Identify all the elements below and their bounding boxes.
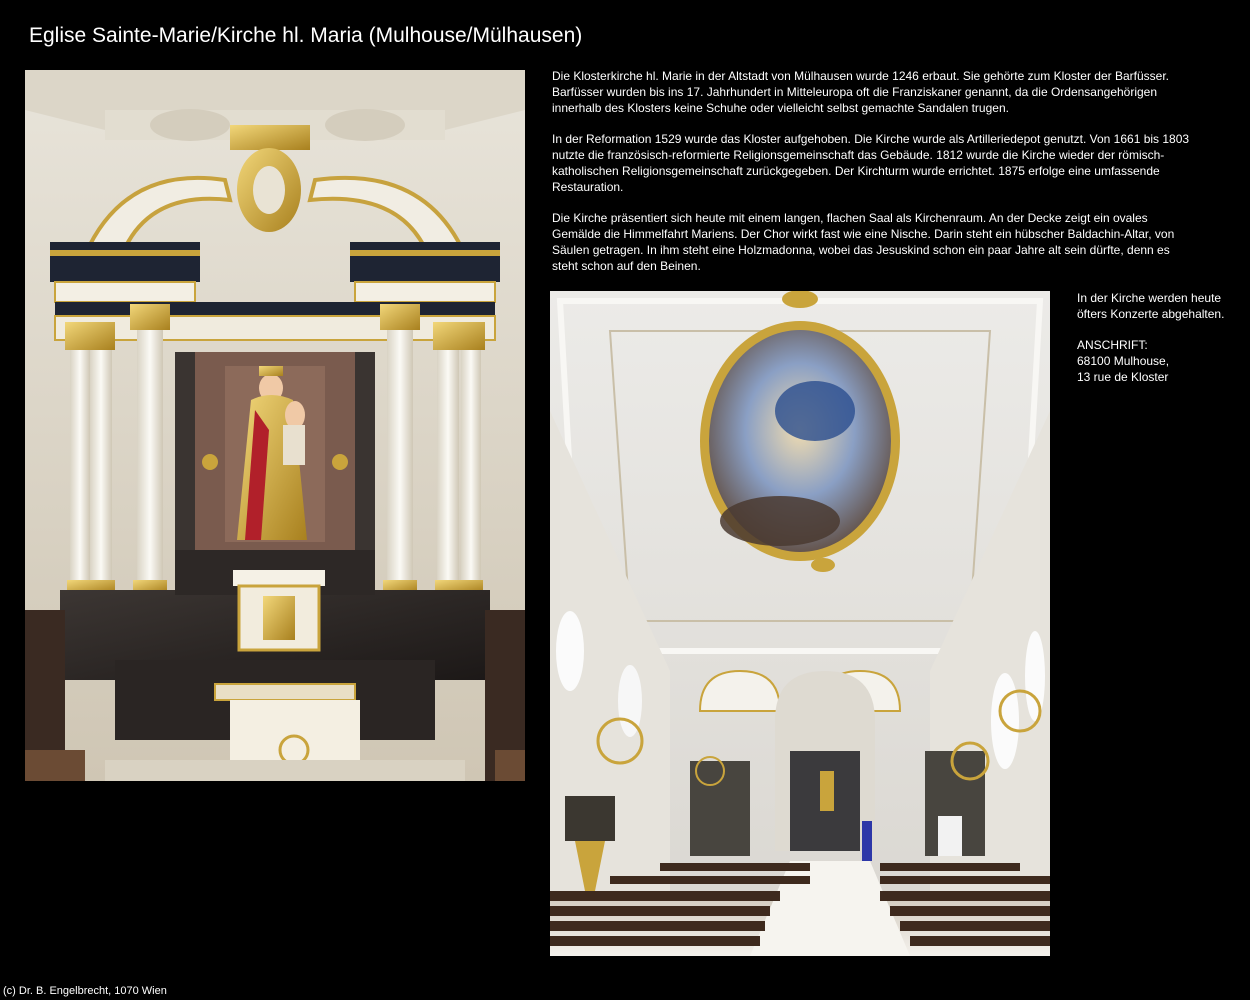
nave-photo xyxy=(550,291,1050,956)
page-title: Eglise Sainte-Marie/Kirche hl. Maria (Mulhouse/Mülhausen) xyxy=(29,24,583,47)
copyright-footer: (c) Dr. B. Engelbrecht, 1070 Wien xyxy=(3,985,167,997)
concert-note: In der Kirche werden heute öfters Konzerte abgehalten. xyxy=(1077,291,1225,321)
address-label: ANSCHRIFT: xyxy=(1077,338,1148,353)
address-line-postal: 68100 Mulhouse, xyxy=(1077,354,1170,369)
paragraph-interior: Die Kirche präsentiert sich heute mit einem langen, flachen Saal als Kirchenraum. An der Decke zeigt ein ovales Gemälde die Himmelfahrt Mariens. Der Chor wirkt fast wie eine Nische. Darin steht ein hübscher Baldachin-Altar, von Säulen getragen. In ihm steht eine Holzmadonna, wobei das Jesuskind schon ein paar Jahre alt sein dürfte, denn es steht schon auf den Beinen. xyxy=(552,211,1175,273)
address-line-street: 13 rue de Kloster xyxy=(1077,369,1169,384)
altar-photo xyxy=(25,70,525,781)
paragraph-reformation: In der Reformation 1529 wurde das Kloster aufgehoben. Die Kirche wurde als Artilleriedepot genutzt. Von 1661 bis 1803 nutzte die französisch-reformierte Religionsgemeinschaft das Gebäude. 1812 wurde die Kirche wieder der römisch-katholischen Religionsgemeinschaft zurückgegeben. Der Kirchturm wurde errichtet. 1875 erfolge eine umfassende Restauration. xyxy=(552,132,1190,194)
side-info xyxy=(1077,291,1237,402)
paragraph-history: Die Klosterkirche hl. Marie in der Altstadt von Mülhausen wurde 1246 erbaut. Sie gehörte zum Kloster der Barfüsser. Barfüsser wurden bis ins 17. Jahrhundert in Mitteleuropa oft die Franziskaner genannt, da die Ordensangehörigen innerhalb des Klosters keine Schuhe oder vielleicht selbst gemachte Sandalen trugen. xyxy=(552,69,1169,115)
description-text xyxy=(552,69,1192,290)
address-block xyxy=(1077,338,1237,385)
